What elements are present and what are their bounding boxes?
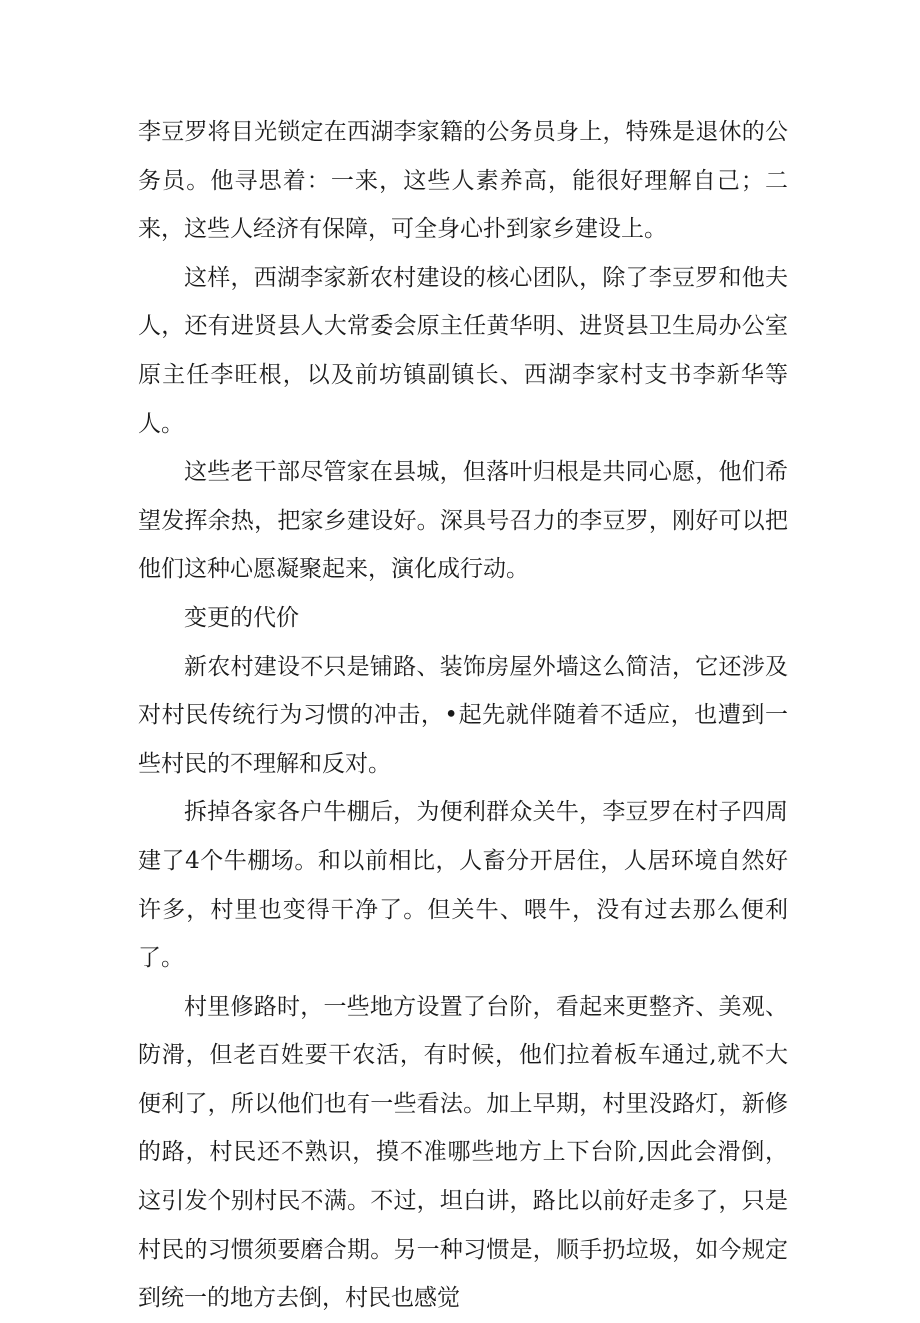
paragraph-1: 李豆罗将目光锁定在西湖李家籍的公务员身上，特殊是退休的公务员。他寻思着：一来，这些人素养高，能很好理解自己；二来，这些人经济有保障，可全身心扑到家乡建设上。 — [138, 119, 788, 243]
document-body — [138, 108, 788, 1323]
paragraph-3: 这些老干部尽管家在县城，但落叶归根是共同心愿，他们希望发挥余热，把家乡建设好。深具号召力的李豆罗，刚好可以把他们这种心愿凝聚起来，演化成行动。 — [138, 459, 788, 583]
paragraph-2: 这样，西湖李家新农村建设的核心团队，除了李豆罗和他夫人，还有进贤县人大常委会原主任黄华明、进贤县卫生局办公室原主任李旺根，以及前坊镇副镇长、西湖李家村支书李新华等人。 — [138, 264, 788, 437]
paragraph-5: 拆掉各家各户牛棚后，为便利群众关牛，李豆罗在村子四周建了4个牛棚场。和以前相比，人畜分开居住，人居环境自然好许多，村里也变得干净了。但关牛、喂牛，没有过去那么便利了。 — [138, 799, 788, 972]
paragraph-4: 新农村建设不只是铺路、装饰房屋外墙这么简洁，它还涉及对村民传统行为习惯的冲击，•起先就伴随着不适应，也遭到一些村民的不理解和反对。 — [138, 653, 788, 777]
paragraph-6: 村里修路时，一些地方设置了台阶，看起来更整齐、美观、防滑，但老百姓要干农活，有时候，他们拉着板车通过,就不大便利了，所以他们也有一些看法。加上早期，村里没路灯，新修的路，村民还不熟识，摸不准哪些地方上下台阶,因此会滑倒，这引发个别村民不满。不过，坦白讲，路比以前好走多了，只是村民的习惯须要磨合期。另一种习惯是，顺手扔垃圾，如今规定到统一的地方去倒，村民也感觉 — [138, 993, 788, 1312]
section-heading: 变更的代价 — [184, 604, 299, 631]
